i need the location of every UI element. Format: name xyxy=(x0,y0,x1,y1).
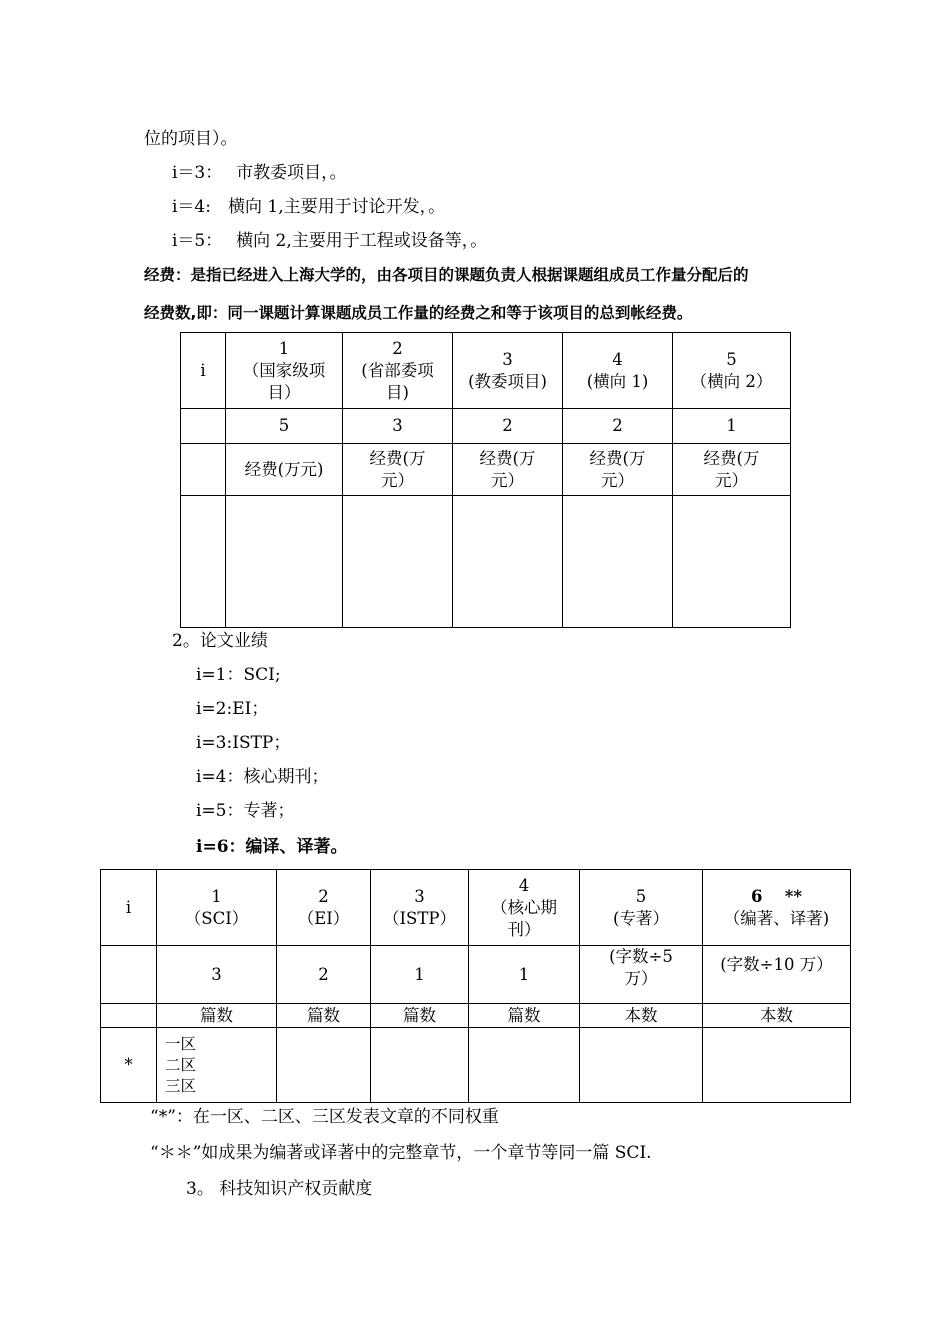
section2-title: 2。论文业绩 xyxy=(172,631,268,651)
table2-weight-4: 1 xyxy=(469,946,580,1004)
table2-header-6: 6 ** （编著、译著) xyxy=(703,870,851,946)
table1-header-3: 3 (教委项目) xyxy=(453,333,563,409)
table1-empty-cell xyxy=(563,496,673,628)
table2-empty-cell xyxy=(371,1028,469,1103)
table1-header-4: 4 (横向 1) xyxy=(563,333,673,409)
table2-header-4: 4 （核心期 刊） xyxy=(469,870,580,946)
table2-weight-3: 1 xyxy=(371,946,469,1004)
table2-unit-4: 篇数 xyxy=(469,1004,580,1028)
table1-header-5: 5 （横向 2） xyxy=(673,333,791,409)
table1-weight-5: 1 xyxy=(673,409,791,444)
intro-line-4: i＝5： 横向 2,主要用于工程或设备等，。 xyxy=(172,231,488,251)
intro-line-1: 位的项目）。 xyxy=(144,129,238,149)
table2-weight-blank xyxy=(101,946,157,1004)
table2-unit-1: 篇数 xyxy=(157,1004,277,1028)
table1-header-1: 1 （国家级项 目） xyxy=(226,333,343,409)
table1-unit-3: 经费(万 元） xyxy=(453,444,563,496)
table1-empty-cell xyxy=(181,496,226,628)
table2-i-header: i xyxy=(101,870,157,946)
table2-header-1: 1 （SCI） xyxy=(157,870,277,946)
table2-header-5: 5 (专著） xyxy=(580,870,703,946)
table1-unit-5: 经费(万 元） xyxy=(673,444,791,496)
table1-header-2: 2 (省部委项 目) xyxy=(343,333,453,409)
intro-line-2: i＝3： 市教委项目，。 xyxy=(172,163,347,183)
table1-weight-2: 3 xyxy=(343,409,453,444)
zone-1-label: 一区 xyxy=(165,1034,197,1053)
table2-unit-2: 篇数 xyxy=(277,1004,371,1028)
table1-unit-4: 经费(万 元） xyxy=(563,444,673,496)
table1-unit-blank xyxy=(181,444,226,496)
table1-weight-blank xyxy=(181,409,226,444)
paper-item-4: i=4：核心期刊； xyxy=(196,767,329,787)
table2-weight-2: 2 xyxy=(277,946,371,1004)
table1-weight-4: 2 xyxy=(563,409,673,444)
intro-line-3: i＝4: 横向 1,主要用于讨论开发，。 xyxy=(172,197,446,217)
table2-unit-5: 本数 xyxy=(580,1004,703,1028)
table2-weight-5: (字数÷5 万） xyxy=(580,946,703,1004)
table2-header-3: 3 （ISTP） xyxy=(371,870,469,946)
paper-item-6: i=6：编译、译著。 xyxy=(196,837,348,857)
table1-empty-cell xyxy=(673,496,791,628)
table1-unit-1: 经费(万元) xyxy=(226,444,343,496)
table1-unit-2: 经费(万 元） xyxy=(343,444,453,496)
table2-empty-cell xyxy=(703,1028,851,1103)
section3-title: 3。 科技知识产权贡献度 xyxy=(186,1179,373,1199)
table2-empty-cell xyxy=(580,1028,703,1103)
paper-item-5: i=5：专著； xyxy=(196,801,295,821)
paper-table xyxy=(100,869,851,1103)
zone-3-label: 三区 xyxy=(165,1076,197,1095)
table2-unit-blank xyxy=(101,1004,157,1028)
table1-empty-cell xyxy=(226,496,343,628)
table2-unit-3: 篇数 xyxy=(371,1004,469,1028)
funding-table xyxy=(180,332,791,628)
table1-i-header: i xyxy=(181,333,226,409)
table2-weight-6: (字数÷10 万） xyxy=(703,946,851,1004)
funding-definition-1: 经费：是指已经进入上海大学的，由各项目的课题负责人根据课题组成员工作量分配后的 xyxy=(144,266,749,284)
table2-weight-1: 3 xyxy=(157,946,277,1004)
table2-header-2: 2 （EI） xyxy=(277,870,371,946)
funding-definition-2: 经费数,即：同一课题计算课题成员工作量的经费之和等于该项目的总到帐经费。 xyxy=(144,304,693,322)
table1-weight-1: 5 xyxy=(226,409,343,444)
zone-2-label: 二区 xyxy=(165,1055,197,1074)
note-star: “*”：在一区、二区、三区发表文章的不同权重 xyxy=(150,1107,499,1127)
table1-weight-3: 2 xyxy=(453,409,563,444)
paper-item-2: i=2:EI； xyxy=(196,699,269,719)
paper-item-1: i=1：SCI; xyxy=(196,665,281,685)
table2-zones-cell xyxy=(157,1028,277,1103)
table2-star-cell: * xyxy=(101,1028,157,1103)
table2-empty-cell xyxy=(469,1028,580,1103)
paper-item-3: i=3:ISTP； xyxy=(196,733,291,753)
table2-empty-cell xyxy=(277,1028,371,1103)
table2-unit-6: 本数 xyxy=(703,1004,851,1028)
table1-empty-cell xyxy=(453,496,563,628)
note-double-star: “＊＊”如成果为编著或译著中的完整章节，一个章节等同一篇 SCI. xyxy=(150,1143,652,1163)
table1-empty-cell xyxy=(343,496,453,628)
